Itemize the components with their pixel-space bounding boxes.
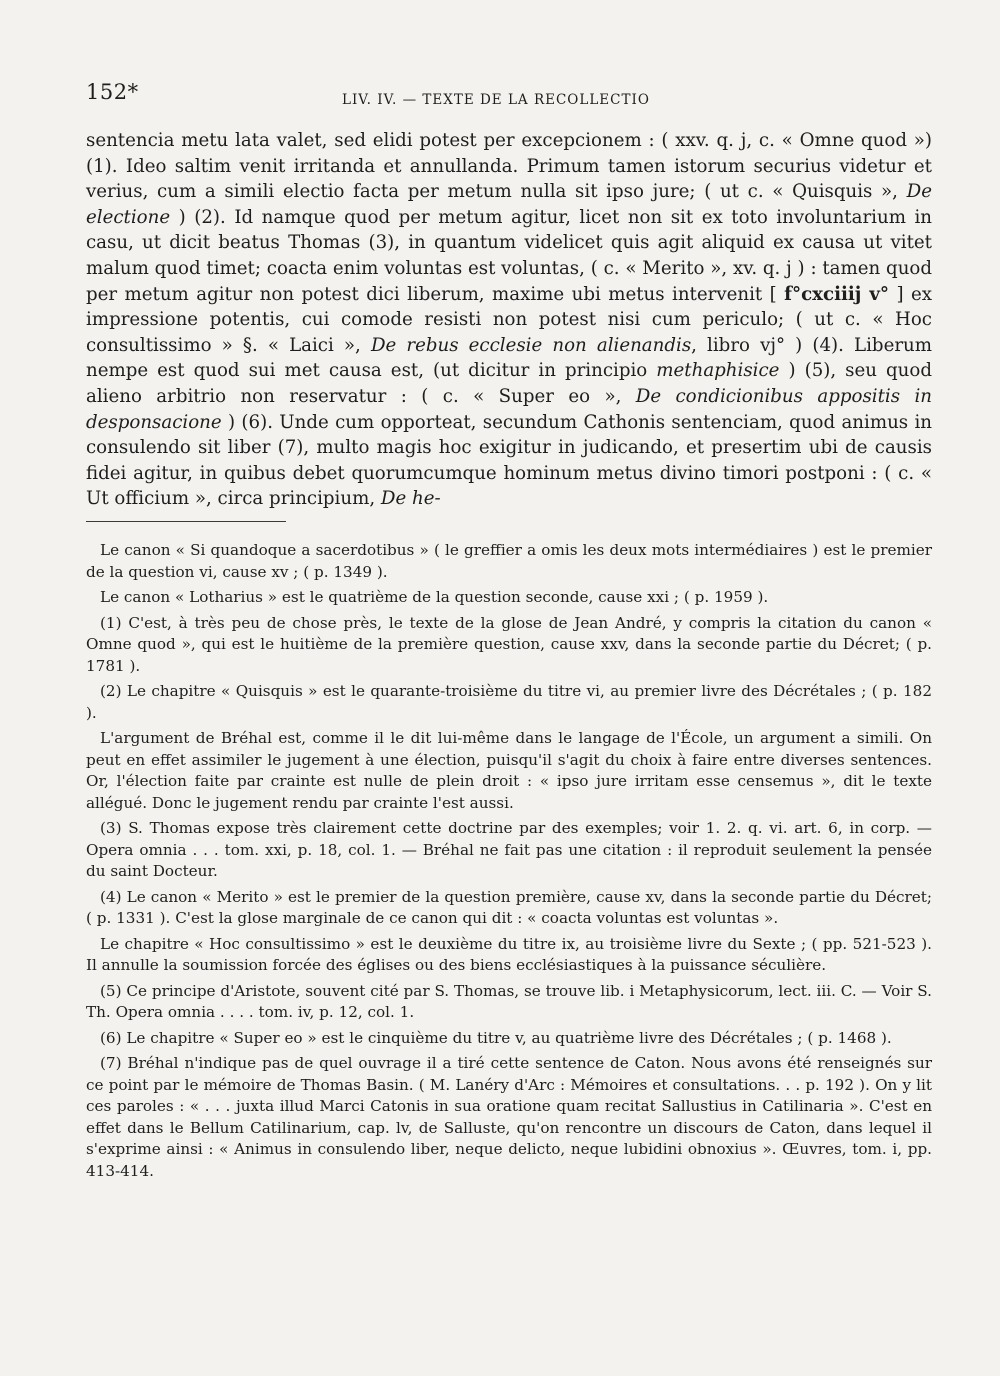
footnote: (4) Le canon « Merito » est le premier de la question première, cause xv, dans la seconde partie du Décret; ( p. 1331 ). C'est la glose marginale de ce canon qui dit : « coacta voluntas est voluntas ». [86, 887, 932, 927]
footnote: (6) Le chapitre « Super eo » est le cinquième du titre v, au quatrième livre des Décrétales ; ( p. 1468 ). [100, 1028, 892, 1047]
body-segment: , libro vj° ) (4). Liberum nempe est quod sui met causa est, (ut dicitur in principio [86, 334, 932, 382]
footnotes [86, 540, 932, 1186]
footnote: (2) Le chapitre « Quisquis » est le quarante-troisième du titre vi, au premier livre des Décrétales ; ( p. 182 ). [86, 682, 932, 722]
footnote: Le canon « Si quandoque a sacerdotibus » ( le greffier a omis les deux mots intermédiaires ) est le premier de la question vi, cause xv ; ( p. 1349 ). [86, 541, 932, 581]
running-head: LIV. IV. — TEXTE DE LA RECOLLECTIO [342, 92, 650, 108]
body-segment: ) (5), seu quod alieno arbitrio non reservatur : ( c. « Super eo », [86, 360, 932, 407]
body-italic: De he- [380, 488, 441, 510]
footnote-separator [86, 521, 286, 522]
footnote: Le canon « Lotharius » est le quatrième de la question seconde, cause xxi ; ( p. 1959 ). [100, 588, 769, 606]
footnote: (5) Ce principe d'Aristote, souvent cité par S. Thomas, se trouve lib. i Metaphysicorum, lect. iii. C. — Voir S. Th. Opera omnia . . . . tom. iv, p. 12, col. 1. [86, 981, 932, 1021]
body-segment: ) (2). Id namque quod per metum agitur, licet non sit ex toto involuntarium in casu, ut dicit beatus Thomas (3), in quantum videlicet quis agit aliquid ex causa ut vitet malum quod timet; coacta enim voluntas est voluntas, ( c. « Merito », xv. q. j ) : tamen quod per metum agitur non potest dici liberum, maxime ubi metus intervenit [ [86, 206, 932, 305]
body-segment: ) (6). Unde cum opporteat, secundum Cathonis sentenciam, quod animus in consulendo sit liber (7), multo magis hoc exigitur in judicando, et presertim ubi de causis fidei agitur, in quibus debet quorumcumque hominum metus divino timori postponi : ( c. « Ut officium », circa principium, [86, 411, 932, 510]
body-segment: ] ex impressione potentis, cui comode resisti non potest nisi cum periculo; ( ut c. « Hoc consultissimo » §. « Laici », [86, 283, 932, 356]
body-italic: methaphisice [656, 360, 780, 382]
footnote: Le chapitre « Hoc consultissimo » est le deuxième du titre ix, au troisième livre du Sexte ; ( pp. 521-523 ). Il annulle la soumission forcée des églises ou des biens ecclésiastiques à la puissance séculière. [86, 934, 932, 974]
footnote: L'argument de Bréhal est, comme il le dit lui-même dans le langage de l'École, un argument a simili. On peut en effet assimiler le jugement à une élection, puisqu'il s'agit du choix à faire entre diverses sentences. Or, l'élection faite par crainte est nulle de plein droit : « ipso jure irritam esse censemus », dit le texte allégué. Donc le jugement rendu par crainte l'est aussi. [86, 729, 932, 812]
body-italic: De condicionibus appositis in desponsacione [86, 385, 932, 433]
body-italic: De rebus ecclesie non alienandis [370, 334, 692, 356]
body-segment: sentencia metu lata valet, sed elidi potest per excepcionem : ( xxv. q. j, c. « Omne quod ») (1). Ideo saltim venit irritanda et annullanda. Primum tamen istorum securius videtur et verius, cum a simili electio facta per metum nulla sit ipso jure; ( ut c. « Quisquis », [86, 130, 932, 203]
body-italic: De electione [86, 181, 932, 228]
folio-reference: f°cxciiij v° [784, 283, 890, 305]
page-number: 152* [86, 80, 139, 104]
footnote: (7) Bréhal n'indique pas de quel ouvrage il a tiré cette sentence de Caton. Nous avons été renseignés sur ce point par le mémoire de Thomas Basin. ( M. Lanéry d'Arc : Mémoires et consultations. . . p. 192 ). On y lit ces paroles : « . . . juxta illud Marci Catonis in sua oratione quam recitat Sallustius in Catilinaria ». C'est en effet dans le Bellum Catilinarium, cap. lv, de Salluste, qu'on rencontre un discours de Caton, dans lequel il s'exprime ainsi : « Animus in consulendo liber, neque delicto, neque lubidini obnoxius ». Œuvres, tom. i, pp. 413-414. [86, 1054, 932, 1180]
footnote: (1) C'est, à très peu de chose près, le texte de la glose de Jean André, y compris la citation du canon « Omne quod », qui est le huitième de la première question, cause xxv, dans la seconde partie du Décret; ( p. 1781 ). [86, 613, 932, 675]
footnote: (3) S. Thomas expose très clairement cette doctrine par des exemples; voir 1. 2. q. vi. art. 6, in corp. — Opera omnia . . . tom. xxi, p. 18, col. 1. — Bréhal ne fait pas une citation : il reproduit seulement la pensée du saint Docteur. [86, 819, 932, 880]
main-text [86, 128, 932, 512]
